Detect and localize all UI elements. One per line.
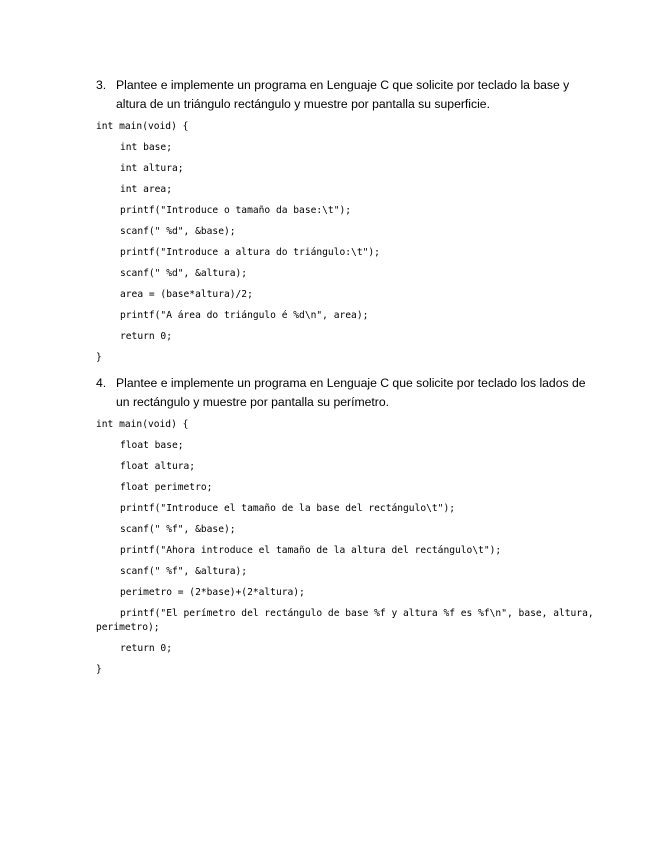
code-line: return 0; — [120, 643, 172, 654]
code-line: area = (base*altura)/2; — [120, 289, 253, 300]
exercise-4-number: 4. — [96, 376, 107, 390]
code-line: int altura; — [120, 163, 184, 174]
code-line: scanf(" %f", &altura); — [120, 566, 248, 577]
code-line: printf("Introduce a altura do triángulo:\t"); — [120, 247, 380, 258]
code-line: int main(void) { — [96, 121, 189, 132]
code-line: perimetro = (2*base)+(2*altura); — [120, 587, 305, 598]
code-line: return 0; — [120, 331, 172, 342]
code-line: scanf(" %d", &altura); — [120, 268, 248, 279]
code-line: int area; — [120, 184, 172, 195]
code-line: } — [96, 664, 102, 675]
code-line: printf("A área do triángulo é %d\n", area); — [120, 310, 369, 321]
exercise-3-text: Plantee e implemente un programa en Lenguaje C que solicite por teclado la base y altura de un triángulo rectángulo y muestre por pantalla su superficie. — [116, 78, 570, 111]
exercise-4-statement — [96, 374, 596, 412]
exercise-3-number: 3. — [96, 78, 107, 92]
code-line: printf("Introduce el tamaño de la base del rectángulo\t"); — [120, 503, 456, 514]
code-line: float base; — [120, 440, 184, 451]
code-line: scanf(" %d", &base); — [120, 226, 236, 237]
code-line: float altura; — [120, 461, 196, 472]
exercise-4-text: Plantee e implemente un programa en Lenguaje C que solicite por teclado los lados de un rectángulo y muestre por pantalla su perímetro. — [116, 376, 586, 409]
code-line: scanf(" %f", &base); — [120, 524, 236, 535]
exercise-3-statement — [96, 76, 596, 114]
code-line: printf("El perímetro del rectángulo de base %f y altura %f es %f\n", base, altura, — [120, 608, 594, 619]
code-line: perimetro); — [96, 622, 160, 633]
code-line: float perimetro; — [120, 482, 213, 493]
code-line: int main(void) { — [96, 419, 189, 430]
code-line: } — [96, 352, 102, 363]
code-line: int base; — [120, 142, 172, 153]
code-line: printf("Introduce o tamaño da base:\t"); — [120, 205, 352, 216]
code-line: printf("Ahora introduce el tamaño de la altura del rectángulo\t"); — [120, 545, 502, 556]
